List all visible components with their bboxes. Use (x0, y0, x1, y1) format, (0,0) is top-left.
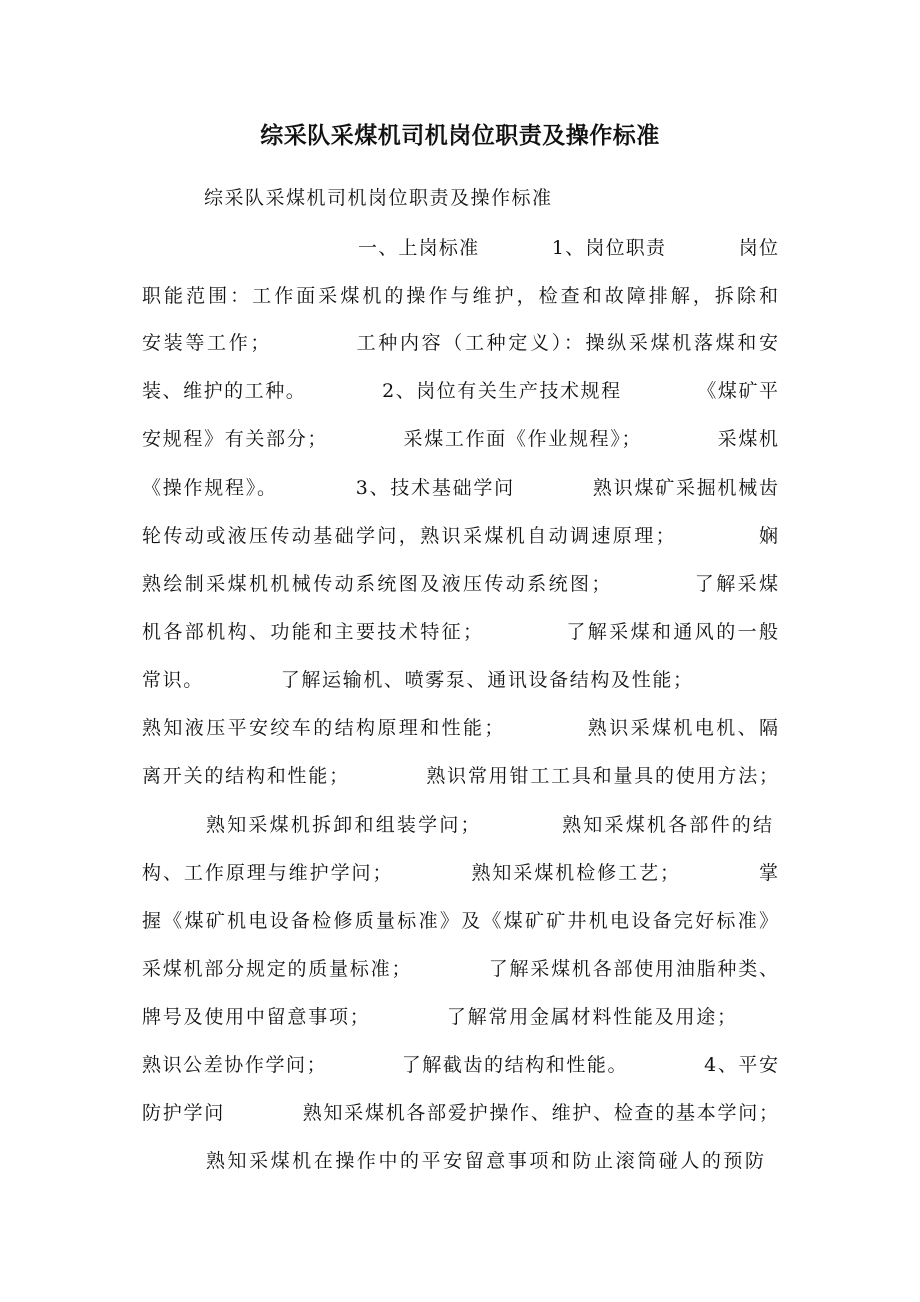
body-line-5: 安规程》有关部分； 采煤工作面《作业规程》； 采煤机 (142, 428, 778, 450)
document-subtitle: 综采队采煤机司机岗位职责及操作标准 (204, 187, 553, 209)
body-line-10: 常识。 了解运输机、喷雾泵、通讯设备结构及性能； (142, 669, 692, 691)
document-title: 综采队采煤机司机岗位职责及操作标准 (260, 123, 660, 149)
body-line-19: 防护学问 熟知采煤机各部爱护操作、维护、检查的基本学问； (142, 1102, 778, 1124)
body-line-2: 职能范围：工作面采煤机的操作与维护，检查和故障排解，拆除和 (142, 285, 778, 307)
body-line-14: 构、工作原理与维护学问； 熟知采煤机检修工艺； 掌 (142, 862, 778, 884)
body-line-18: 熟识公差协作学问； 了解截齿的结构和性能。 4、平安 (142, 1054, 778, 1076)
body-line-7: 轮传动或液压传动基础学问，熟识采煤机自动调速原理； 娴 (142, 525, 778, 547)
body-line-16: 采煤机部分规定的质量标准； 了解采煤机各部使用油脂种类、 (142, 958, 778, 980)
body-line-8: 熟绘制采煤机机械传动系统图及液压传动系统图； 了解采煤 (142, 573, 778, 595)
body-line-11: 熟知液压平安绞车的结构原理和性能； 熟识采煤机电机、隔 (142, 717, 778, 739)
body-line-9: 机各部机构、功能和主要技术特征； 了解采煤和通风的一般 (142, 621, 778, 643)
body-line-1: 一、上岗标准 1、岗位职责 岗位 (358, 237, 778, 259)
body-line-6: 《操作规程》。 3、技术基础学问 熟识煤矿采掘机械齿 (142, 477, 778, 499)
body-line-20: 熟知采煤机在操作中的平安留意事项和防止滚筒碰人的预防 (206, 1150, 764, 1172)
body-line-3: 安装等工作； 工种内容（工种定义）：操纵采煤机落煤和安 (142, 332, 778, 354)
body-line-13: 熟知采煤机拆卸和组装学问； 熟知采煤机各部件的结 (206, 814, 772, 836)
body-line-17: 牌号及使用中留意事项； 了解常用金属材料性能及用途； (142, 1006, 736, 1028)
body-line-15: 握《煤矿机电设备检修质量标准》及《煤矿矿井机电设备完好标准》 (142, 910, 778, 932)
body-line-4: 装、维护的工种。 2、岗位有关生产技术规程 《煤矿平 (142, 380, 778, 402)
body-line-12: 离开关的结构和性能； 熟识常用钳工工具和量具的使用方法； (142, 765, 778, 787)
